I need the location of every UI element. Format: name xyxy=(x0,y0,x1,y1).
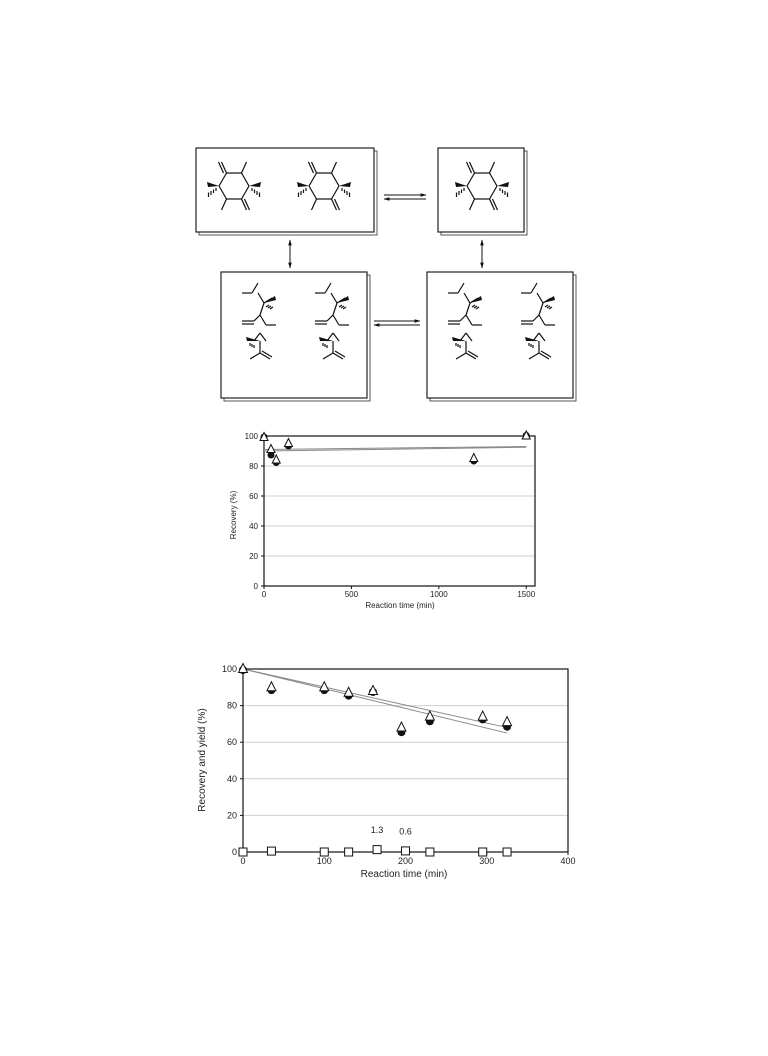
x-tick-label: 200 xyxy=(397,856,414,866)
x-tick-label: 500 xyxy=(344,590,359,599)
data-point-square xyxy=(373,846,381,854)
y-tick-label: 20 xyxy=(249,552,258,561)
top-right-box xyxy=(438,148,527,235)
data-point-square xyxy=(402,847,410,855)
y-tick-label: 0 xyxy=(253,582,258,591)
chart2-ylabel: Recovery and yield (%) xyxy=(197,708,208,812)
data-point-triangle xyxy=(503,717,512,726)
data-point-triangle xyxy=(267,682,276,691)
data-point-triangle xyxy=(284,439,292,447)
y-tick-label: 40 xyxy=(226,773,237,784)
chart-recovery xyxy=(0,420,768,620)
chart1-ylabel: Recovery (%) xyxy=(229,490,238,540)
y-tick-label: 40 xyxy=(249,522,258,531)
data-point-triangle xyxy=(478,711,487,720)
data-point-square xyxy=(320,848,328,856)
data-annotation: 1.3 xyxy=(370,824,384,835)
y-tick-label: 80 xyxy=(249,462,258,471)
y-tick-label: 100 xyxy=(244,432,258,441)
data-point-triangle xyxy=(397,722,406,731)
data-point-triangle xyxy=(267,445,275,453)
data-point-square xyxy=(345,848,353,856)
y-tick-label: 60 xyxy=(226,737,237,748)
x-tick-label: 400 xyxy=(560,856,576,866)
data-point-square xyxy=(479,848,487,856)
top-left-box xyxy=(196,148,377,235)
x-tick-label: 0 xyxy=(261,590,267,599)
data-point-square xyxy=(239,848,247,856)
chart-recovery-yield xyxy=(0,655,768,885)
bottom-left-box xyxy=(221,272,370,401)
data-annotation: 0.6 xyxy=(399,826,412,837)
x-tick-label: 300 xyxy=(479,856,495,866)
y-tick-label: 80 xyxy=(226,700,237,711)
plot-frame xyxy=(243,669,568,852)
y-tick-label: 20 xyxy=(226,810,237,821)
reaction-scheme xyxy=(0,0,768,410)
y-tick-label: 100 xyxy=(221,664,237,674)
data-point-square xyxy=(267,847,275,855)
chart2-xlabel: Reaction time (min) xyxy=(360,869,448,880)
chart1-xlabel: Reaction time (min) xyxy=(365,601,435,610)
data-point-triangle xyxy=(470,454,478,462)
y-tick-label: 0 xyxy=(231,847,237,857)
x-tick-label: 100 xyxy=(316,856,332,866)
x-tick-label: 1500 xyxy=(517,590,536,599)
x-tick-label: 1000 xyxy=(429,590,448,599)
x-tick-label: 0 xyxy=(240,856,246,866)
plot-frame xyxy=(264,436,535,586)
data-point-square xyxy=(426,848,434,856)
y-tick-label: 60 xyxy=(249,492,258,501)
data-point-square xyxy=(503,848,511,856)
trend-line xyxy=(243,669,507,733)
trend-line xyxy=(243,669,507,728)
bottom-right-box xyxy=(427,272,576,401)
